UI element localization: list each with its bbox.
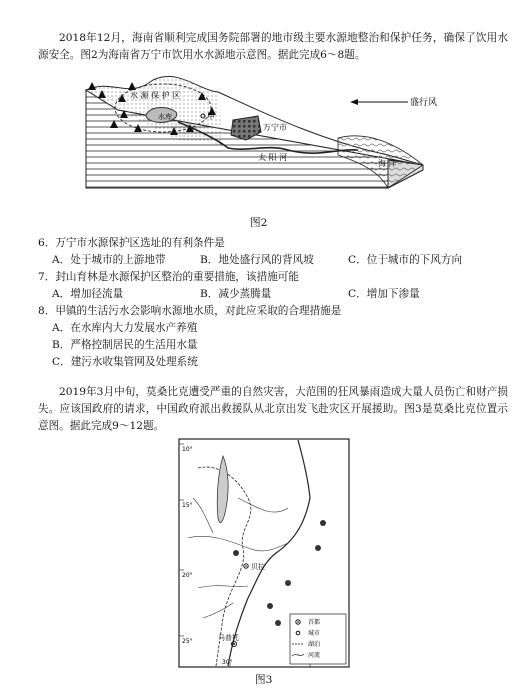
question-6-stem: 6．万宁市水源保护区选址的有利条件是	[38, 237, 225, 249]
q7-option-a[interactable]: A．增加径流量	[52, 288, 124, 300]
lat-10-label: 10°	[182, 446, 193, 453]
q7-option-c[interactable]: C．增加下渗量	[348, 288, 420, 300]
passage-2: 2019年3月中旬，莫桑比克遭受严重的自然灾害，大范围的狂风暴雨造成大量人员伤亡和财产损失。应该国政府的请求，中国政府派出救援队从北京出发飞赴灾区开展援助。图3是莫桑比克位置示意图。据此完成9～12题。	[38, 386, 508, 432]
protection-zone-label: 水 源 保 护 区	[130, 91, 181, 100]
town-jia-label: 甲	[207, 112, 215, 121]
wind-label: 盛行风	[410, 98, 438, 108]
q8-option-a[interactable]: A．在水库内大力发展水产养殖	[52, 322, 198, 334]
figure-3-caption: 图3	[255, 674, 273, 686]
river-label: 太 阳 河	[258, 153, 288, 162]
sea-label: 海 洋	[378, 159, 397, 168]
lat-25-label: 25°	[182, 638, 193, 645]
figure-2-diagram	[58, 70, 488, 215]
q6-option-a[interactable]: A．处于城市的上游地带	[52, 254, 166, 266]
q6-option-c[interactable]: C．位于城市的下风方向	[348, 254, 463, 266]
figure-3-map	[178, 438, 350, 668]
city-label: 万宁市	[263, 123, 287, 132]
q8-option-b[interactable]: B．严格控制居民的生活用水量	[52, 339, 198, 351]
legend-capital: 首都	[308, 619, 321, 626]
reservoir-label: 水库	[158, 113, 172, 121]
lon-30-label: 30°	[222, 659, 233, 666]
q8-option-c[interactable]: C．建污水收集管网及处理系统	[52, 356, 198, 368]
lat-15-label: 15°	[182, 502, 193, 509]
city-beira-label: 贝拉	[251, 563, 265, 571]
question-6-options	[52, 252, 462, 269]
legend-lake: 湖泊	[308, 641, 321, 648]
legend-river: 河流	[308, 652, 321, 659]
figure-2-caption: 图2	[250, 217, 268, 229]
q7-option-b[interactable]: B．减少蒸腾量	[200, 288, 272, 300]
lat-20-label: 20°	[182, 572, 193, 579]
question-7-options	[52, 286, 420, 303]
question-8-stem: 8．甲镇的生活污水会影响水源地水质，对此应采取的合理措施是	[38, 305, 342, 317]
question-7-stem: 7．封山育林是水源保护区整治的重要措施，该措施可能	[38, 271, 299, 283]
legend-city: 城市	[308, 630, 321, 637]
city-maputo-label: 马普托	[218, 634, 239, 642]
q6-option-b[interactable]: B．地处盛行风的背风坡	[200, 254, 314, 266]
passage-1: 2018年12月，海南省顺利完成国务院部署的地市级主要水源地整治和保护任务，确保了饮用水源安全。图2为海南省万宁市饮用水水源地示意图。据此完成6～8题。	[38, 32, 508, 61]
